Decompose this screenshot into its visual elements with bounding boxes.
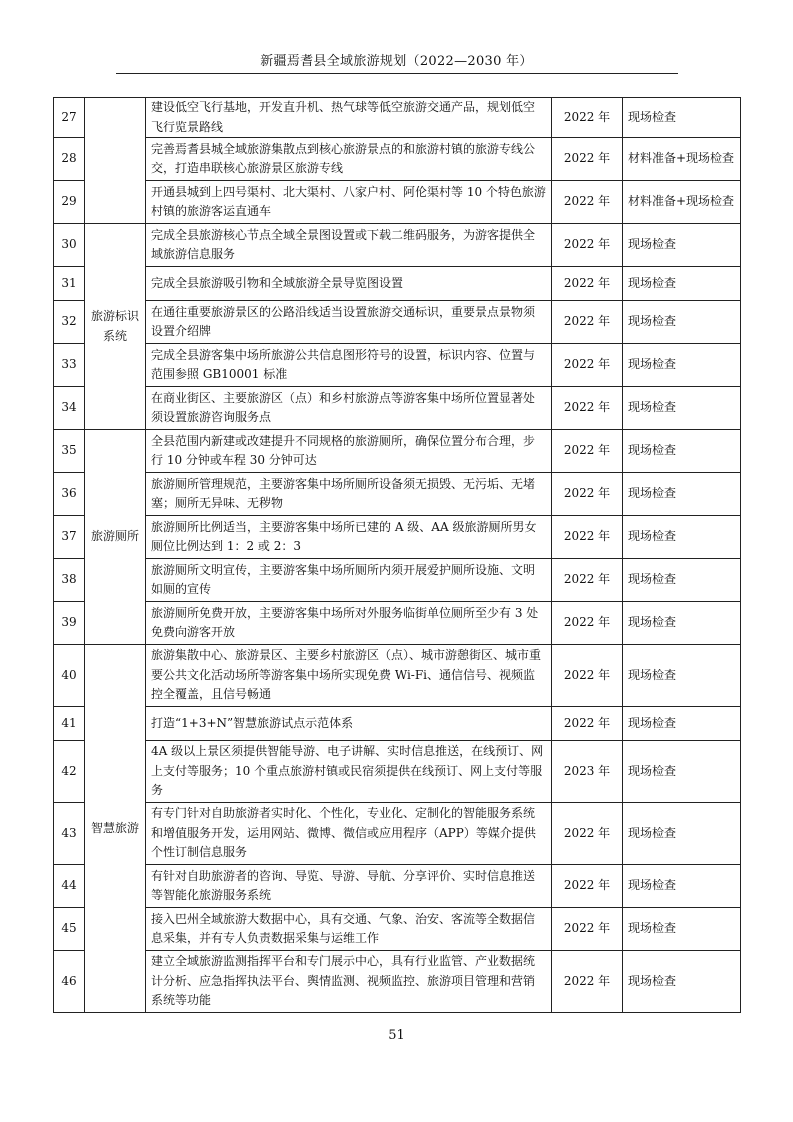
row-method: 现场检查: [623, 430, 741, 473]
page-header-title: 新疆焉耆县全域旅游规划（2022—2030 年）: [260, 54, 533, 69]
row-description: 在商业街区、主要旅游区（点）和乡村旅游点等游客集中场所位置显著处须设置旅游咨询服务点: [146, 387, 552, 430]
row-number: 39: [54, 602, 85, 645]
table-row: [54, 138, 741, 181]
row-method: 现场检查: [623, 301, 741, 344]
row-year: 2022 年: [552, 138, 623, 181]
row-number: 33: [54, 344, 85, 387]
row-number: 27: [54, 98, 85, 138]
row-year: 2022 年: [552, 267, 623, 301]
row-description: 完成全县游客集中场所旅游公共信息图形符号的设置，标识内容、位置与范围参照 GB10001 标准: [146, 344, 552, 387]
requirements-table: [53, 97, 741, 1013]
row-description: 完成全县旅游吸引物和全域旅游全景导览图设置: [146, 267, 552, 301]
table-row: [54, 344, 741, 387]
row-number: 44: [54, 865, 85, 908]
row-number: 46: [54, 951, 85, 1013]
row-year: 2022 年: [552, 516, 623, 559]
row-description: 有专门针对自助旅游者实时化、个性化，专业化、定制化的智能服务系统和增值服务开发，运用网站、微博、微信或应用程序（APP）等媒介提供个性订制信息服务: [146, 803, 552, 865]
row-description: 开通县城到上四号渠村、北大渠村、八家户村、阿伦渠村等 10 个特色旅游村镇的旅游客运直通车: [146, 181, 552, 224]
row-number: 32: [54, 301, 85, 344]
table-row: [54, 516, 741, 559]
row-year: 2022 年: [552, 602, 623, 645]
row-method: 现场检查: [623, 516, 741, 559]
row-number: 35: [54, 430, 85, 473]
table-row: [54, 741, 741, 803]
row-year: 2022 年: [552, 98, 623, 138]
category-cell: 旅游厕所: [85, 430, 146, 645]
row-description: 旅游集散中心、旅游景区、主要乡村旅游区（点）、城市游憩街区、城市重要公共文化活动场所等游客集中场所实现免费 Wi-Fi、通信信号、视频监控全覆盖，且信号畅通: [146, 645, 552, 707]
row-year: 2022 年: [552, 951, 623, 1013]
table-row: [54, 473, 741, 516]
row-year: 2022 年: [552, 181, 623, 224]
category-cell: 旅游标识系统: [85, 224, 146, 430]
table-row: [54, 645, 741, 707]
row-method: 现场检查: [623, 267, 741, 301]
row-description: 在通往重要旅游景区的公路沿线适当设置旅游交通标识，重要景点景物须设置介绍牌: [146, 301, 552, 344]
row-number: 37: [54, 516, 85, 559]
row-number: 31: [54, 267, 85, 301]
table-row: [54, 181, 741, 224]
row-method: 现场检查: [623, 559, 741, 602]
row-method: 材料准备+现场检查: [623, 181, 741, 224]
table-row: [54, 803, 741, 865]
row-number: 28: [54, 138, 85, 181]
row-number: 43: [54, 803, 85, 865]
row-year: 2022 年: [552, 803, 623, 865]
row-description: 完成全县旅游核心节点全域全景图设置或下载二维码服务，为游客提供全域旅游信息服务: [146, 224, 552, 267]
header-rule: [116, 73, 678, 74]
row-number: 36: [54, 473, 85, 516]
row-method: 现场检查: [623, 865, 741, 908]
table-row: [54, 301, 741, 344]
row-description: 建立全域旅游监测指挥平台和专门展示中心，具有行业监管、产业数据统计分析、应急指挥执法平台、舆情监测、视频监控、旅游项目管理和营销系统等功能: [146, 951, 552, 1013]
row-description: 旅游厕所比例适当，主要游客集中场所已建的 A 级、AA 级旅游厕所男女厕位比例达到 1：2 或 2：3: [146, 516, 552, 559]
table-row: [54, 224, 741, 267]
table-row: [54, 908, 741, 951]
row-year: 2022 年: [552, 344, 623, 387]
page-number: 51: [388, 1028, 405, 1043]
row-description: 建设低空飞行基地，开发直升机、热气球等低空旅游交通产品，规划低空飞行览景路线: [146, 98, 552, 138]
row-method: 现场检查: [623, 803, 741, 865]
row-number: 29: [54, 181, 85, 224]
row-number: 30: [54, 224, 85, 267]
row-method: 现场检查: [623, 951, 741, 1013]
row-method: 现场检查: [623, 98, 741, 138]
row-number: 34: [54, 387, 85, 430]
row-description: 4A 级以上景区须提供智能导游、电子讲解、实时信息推送，在线预订、网上支付等服务；10 个重点旅游村镇或民宿须提供在线预订、网上支付等服务: [146, 741, 552, 803]
table-row: [54, 387, 741, 430]
row-number: 45: [54, 908, 85, 951]
row-number: 40: [54, 645, 85, 707]
row-year: 2022 年: [552, 559, 623, 602]
table-row: [54, 98, 741, 138]
row-year: 2022 年: [552, 387, 623, 430]
row-description: 接入巴州全域旅游大数据中心，具有交通、气象、治安、客流等全数据信息采集，并有专人负责数据采集与运维工作: [146, 908, 552, 951]
row-method: 现场检查: [623, 645, 741, 707]
row-year: 2022 年: [552, 224, 623, 267]
row-method: 现场检查: [623, 908, 741, 951]
row-year: 2022 年: [552, 430, 623, 473]
row-number: 42: [54, 741, 85, 803]
row-method: 现场检查: [623, 707, 741, 741]
category-cell: [85, 98, 146, 224]
row-method: 现场检查: [623, 473, 741, 516]
row-year: 2023 年: [552, 741, 623, 803]
table-row: [54, 267, 741, 301]
table-row: [54, 602, 741, 645]
row-method: 现场检查: [623, 344, 741, 387]
row-description: 打造“1+3+N”智慧旅游试点示范体系: [146, 707, 552, 741]
row-year: 2022 年: [552, 473, 623, 516]
table-row: [54, 430, 741, 473]
row-description: 全县范围内新建或改建提升不同规格的旅游厕所，确保位置分布合理，步行 10 分钟或车程 30 分钟可达: [146, 430, 552, 473]
row-year: 2022 年: [552, 908, 623, 951]
row-year: 2022 年: [552, 301, 623, 344]
row-method: 现场检查: [623, 602, 741, 645]
row-year: 2022 年: [552, 707, 623, 741]
row-year: 2022 年: [552, 865, 623, 908]
table-row: [54, 951, 741, 1013]
row-description: 有针对自助旅游者的咨询、导览、导游、导航、分享评价、实时信息推送等智能化旅游服务系统: [146, 865, 552, 908]
row-method: 现场检查: [623, 741, 741, 803]
row-description: 旅游厕所文明宣传，主要游客集中场所厕所内须开展爱护厕所设施、文明如厕的宣传: [146, 559, 552, 602]
category-cell: 智慧旅游: [85, 645, 146, 1013]
row-method: 材料准备+现场检查: [623, 138, 741, 181]
table-row: [54, 707, 741, 741]
row-description: 旅游厕所管理规范，主要游客集中场所厕所设备须无损毁、无污垢、无堵塞；厕所无异味、无秽物: [146, 473, 552, 516]
table-row: [54, 559, 741, 602]
row-number: 38: [54, 559, 85, 602]
table-row: [54, 865, 741, 908]
row-method: 现场检查: [623, 387, 741, 430]
row-description: 完善焉耆县城全域旅游集散点到核心旅游景点的和旅游村镇的旅游专线公交，打造串联核心旅游景区旅游专线: [146, 138, 552, 181]
row-description: 旅游厕所免费开放，主要游客集中场所对外服务临街单位厕所至少有 3 处免费向游客开放: [146, 602, 552, 645]
row-year: 2022 年: [552, 645, 623, 707]
row-number: 41: [54, 707, 85, 741]
row-method: 现场检查: [623, 224, 741, 267]
